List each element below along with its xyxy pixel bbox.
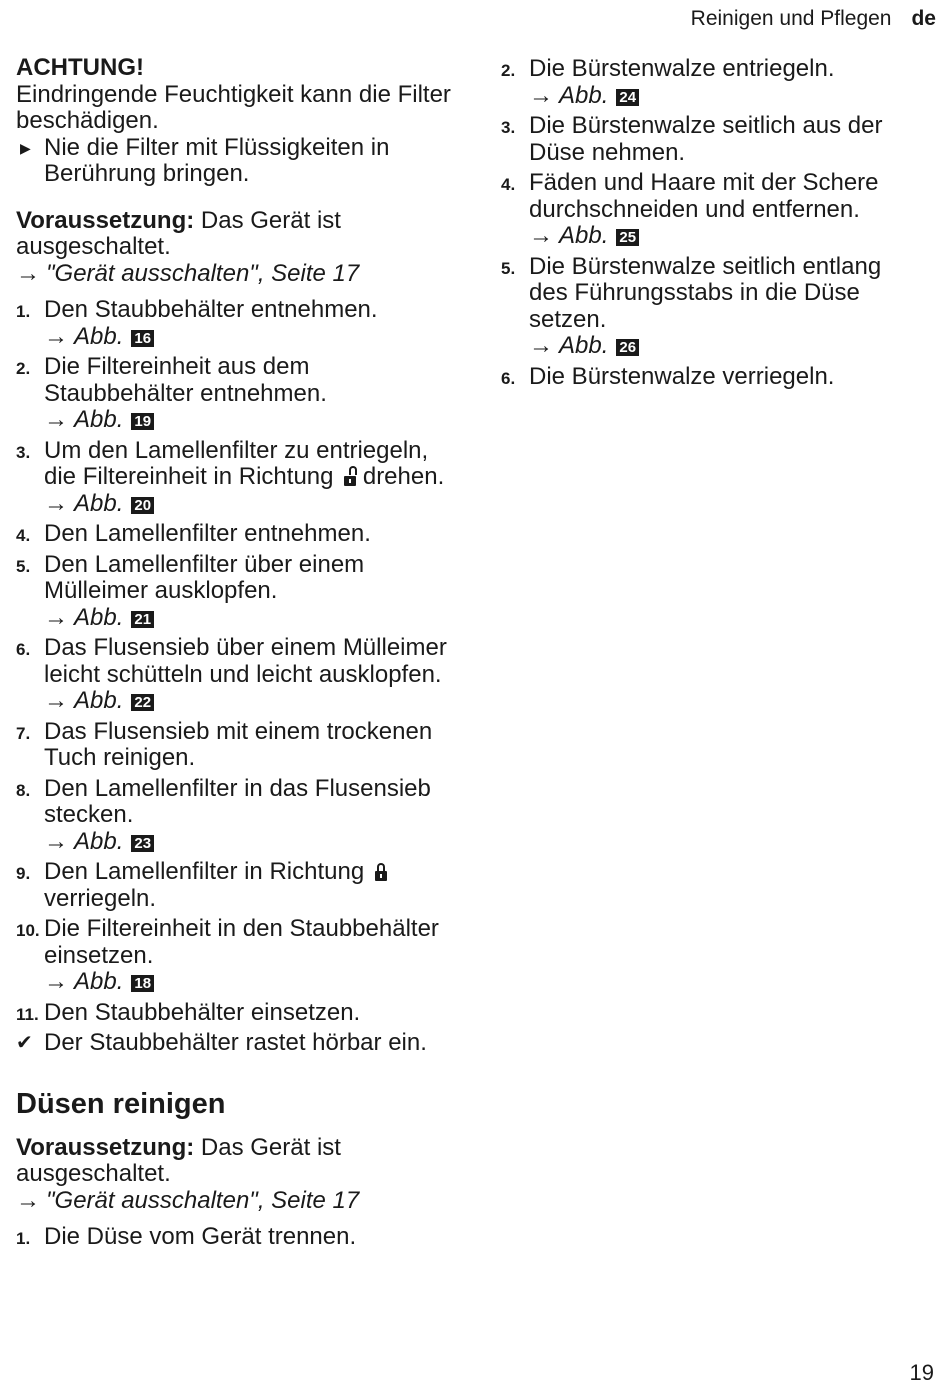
step-number: 5. (16, 556, 31, 576)
arrow-right-icon: → (44, 968, 68, 995)
arrow-right-icon: → (44, 687, 68, 714)
nozzle-steps-list (16, 1224, 456, 1251)
step-number: 4. (501, 175, 516, 194)
figure-label: Abb. (559, 81, 609, 109)
step-11 (16, 1000, 456, 1027)
step-number: 11. (16, 1004, 39, 1024)
figure-label: Abb. (559, 222, 609, 249)
step-text: Die Bürstenwalze seitlich entlang des Führungsstabs in die Düse setzen. (529, 252, 882, 333)
figure-reference[interactable] (44, 491, 456, 518)
step-text: Den Lamellenfilter in das Flusensieb stecken. (44, 774, 431, 828)
figure-reference[interactable] (529, 83, 921, 110)
figure-label: Abb. (74, 489, 124, 517)
figure-reference[interactable] (44, 688, 456, 715)
step-text: Das Flusensieb über einem Mülleimer leicht schütteln und leicht ausklopfen. (44, 634, 447, 688)
prerequisite-text: Das Gerät ist ausgeschaltet. (16, 1133, 341, 1187)
nozzle-step-2 (501, 56, 921, 109)
step-10 (16, 916, 456, 996)
step-number: 3. (16, 442, 31, 462)
checkmark-icon: ✔ (16, 1032, 33, 1054)
step-6 (16, 635, 456, 715)
arrow-right-icon: → (529, 332, 553, 359)
step-number: 7. (16, 723, 31, 743)
figure-badge: 16 (131, 330, 154, 347)
step-number: 10. (16, 921, 40, 940)
prerequisite-link[interactable] (16, 261, 456, 288)
step-text: Den Staubbehälter einsetzen. (44, 998, 361, 1026)
figure-reference[interactable] (44, 407, 456, 434)
figure-badge: 24 (616, 89, 639, 106)
page-number: 19 (909, 1360, 934, 1385)
figure-badge: 22 (131, 694, 154, 711)
step-text: Fäden und Haare mit der Schere durchschneiden und entfernen. (529, 169, 879, 223)
step-number: 1. (16, 302, 31, 321)
step-text: Um den Lamellenfilter zu entriegeln, die Filtereinheit in Richtung (44, 436, 429, 490)
step-4 (16, 521, 456, 548)
page-header (691, 6, 936, 32)
step-text-after: drehen. (362, 463, 445, 490)
figure-label: Abb. (74, 406, 124, 433)
figure-badge: 26 (616, 339, 639, 356)
step-8 (16, 776, 456, 856)
figure-reference[interactable] (44, 829, 456, 856)
nozzle-step-3 (501, 113, 921, 166)
language-code: de (911, 7, 936, 30)
arrow-right-icon: → (529, 222, 553, 249)
figure-label: Abb. (74, 827, 124, 855)
section-heading: Düsen reinigen (16, 1087, 226, 1120)
step-text: Die Filtereinheit aus dem Staubbehälter entnehmen. (44, 353, 327, 407)
figure-badge: 19 (131, 413, 154, 430)
prerequisite-label: Voraussetzung: (16, 1133, 195, 1161)
step-text: Den Staubbehälter entnehmen. (44, 296, 378, 323)
nozzle-steps-continued (501, 56, 921, 390)
step-number: 5. (501, 258, 516, 278)
step-number: 1. (16, 1229, 31, 1248)
unlock-icon (344, 468, 356, 486)
nozzle-step-5 (501, 254, 921, 360)
step-text: Das Flusensieb mit einem trockenen Tuch reinigen. (44, 717, 433, 771)
figure-reference[interactable] (44, 969, 456, 996)
arrow-right-icon: → (16, 259, 40, 287)
step-text-after: verriegeln. (44, 884, 157, 912)
figure-badge: 18 (131, 975, 154, 992)
step-text: Die Filtereinheit in den Staubbehälter einsetzen. (44, 915, 439, 969)
warning-title: ACHTUNG! (16, 54, 144, 81)
nozzle-step-1 (16, 1224, 456, 1251)
steps-list (16, 297, 456, 1026)
arrow-right-icon: → (44, 406, 68, 433)
step-number: 3. (501, 118, 516, 137)
figure-reference[interactable] (44, 324, 456, 351)
arrow-right-icon: → (44, 489, 68, 517)
figure-badge: 25 (616, 229, 639, 246)
triangle-bullet-icon: ▶ (20, 139, 31, 156)
step-text: Die Bürstenwalze entriegeln. (529, 55, 835, 82)
warning-bullet (16, 135, 456, 188)
step-text: Den Lamellenfilter in Richtung (44, 858, 365, 885)
warning-bullet-text: Nie die Filter mit Flüssigkeiten in Berührung bringen. (44, 133, 390, 187)
step-number: 9. (16, 864, 31, 883)
warning-box (16, 55, 456, 188)
step-number: 2. (501, 61, 516, 80)
step-text: Die Düse vom Gerät trennen. (44, 1223, 357, 1250)
nozzle-step-4 (501, 170, 921, 250)
figure-label: Abb. (74, 603, 124, 631)
arrow-right-icon: → (16, 1186, 40, 1214)
prerequisite-link-text[interactable]: "Gerät ausschalten", Seite 17 (46, 1186, 360, 1214)
nozzle-step-6 (501, 364, 921, 391)
step-text: Die Bürstenwalze seitlich aus der Düse nehmen. (529, 112, 883, 166)
arrow-right-icon: → (529, 81, 553, 109)
step-9 (16, 859, 456, 912)
left-column (16, 55, 456, 1255)
figure-badge: 23 (131, 835, 154, 852)
step-text: Den Lamellenfilter über einem Mülleimer ausklopfen. (44, 550, 365, 604)
prerequisite-link-text[interactable]: "Gerät ausschalten", Seite 17 (46, 259, 360, 287)
figure-badge: 21 (131, 611, 154, 628)
arrow-right-icon: → (44, 603, 68, 631)
arrow-right-icon: → (44, 322, 68, 350)
lock-icon (375, 863, 387, 881)
step-number: 2. (16, 359, 31, 378)
result-text: Der Staubbehälter rastet hörbar ein. (44, 1029, 427, 1056)
prerequisite-text: Das Gerät ist ausgeschaltet. (16, 206, 341, 260)
figure-reference[interactable] (529, 223, 921, 250)
prerequisite (16, 208, 456, 288)
step-number: 8. (16, 780, 31, 800)
step-3 (16, 438, 456, 518)
step-number: 6. (16, 640, 31, 659)
figure-label: Abb. (74, 968, 124, 995)
step-text: Die Bürstenwalze verriegeln. (529, 362, 835, 390)
step-7 (16, 719, 456, 772)
step-number: 6. (501, 368, 516, 388)
step-text: Den Lamellenfilter entnehmen. (44, 520, 371, 547)
arrow-right-icon: → (44, 827, 68, 855)
result-line (16, 1030, 456, 1057)
warning-text: Eindringende Feuchtigkeit kann die Filter beschädigen. (16, 80, 451, 134)
prerequisite-link[interactable] (16, 1188, 456, 1215)
section-title: Reinigen und Pflegen (690, 7, 892, 30)
figure-label: Abb. (74, 322, 124, 350)
prerequisite-2 (16, 1135, 456, 1215)
prerequisite-label: Voraussetzung: (16, 206, 195, 234)
right-column (501, 56, 921, 394)
figure-badge: 20 (131, 497, 154, 514)
step-1 (16, 297, 456, 350)
figure-reference[interactable] (44, 605, 456, 632)
step-number: 4. (16, 526, 31, 545)
figure-reference[interactable] (529, 333, 921, 360)
step-5 (16, 552, 456, 632)
step-2 (16, 354, 456, 434)
figure-label: Abb. (559, 332, 609, 359)
figure-label: Abb. (74, 687, 124, 714)
